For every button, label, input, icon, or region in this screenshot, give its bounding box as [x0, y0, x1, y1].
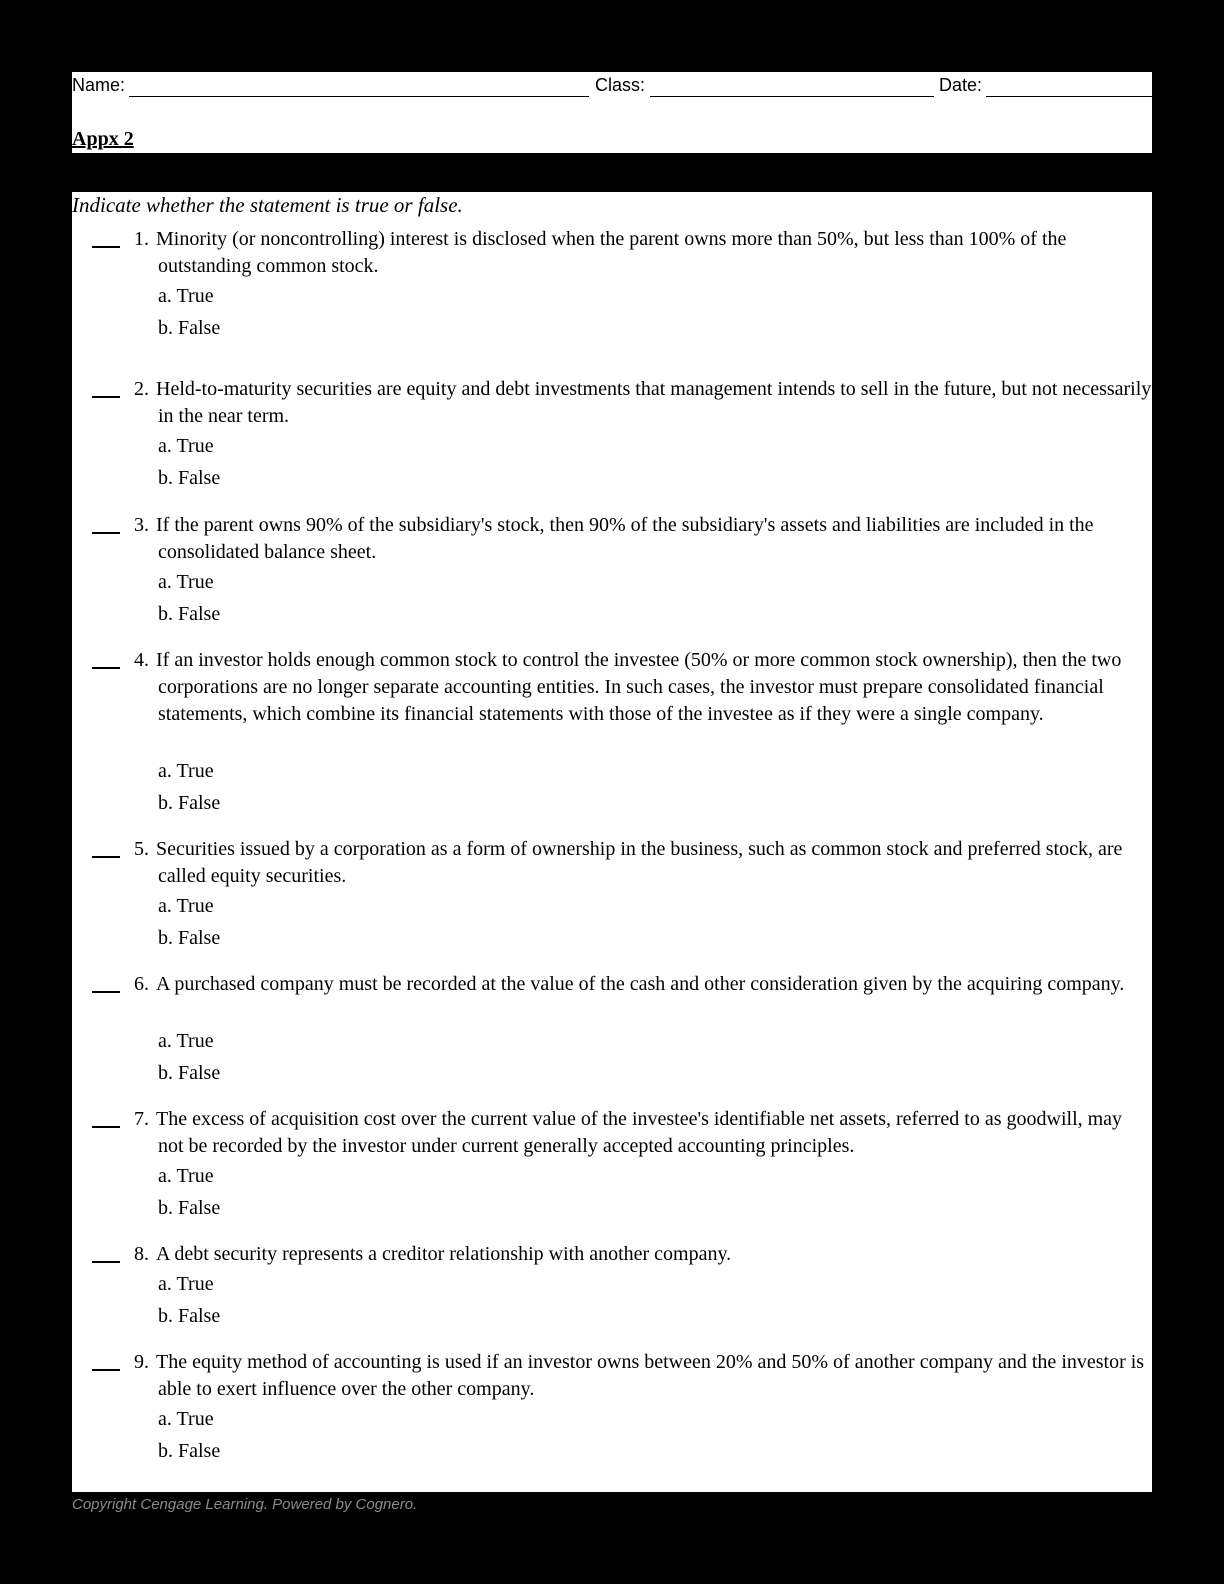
option-false: b. False [158, 1062, 221, 1084]
answer-blank[interactable] [92, 1126, 120, 1128]
question-text: Securities issued by a corporation as a form of ownership in the business, such as common stock and preferred stock, are called equity securities. [156, 838, 1123, 887]
question-number: 7. [134, 1108, 149, 1130]
question-number: 9. [134, 1351, 149, 1373]
date-line [986, 96, 1152, 97]
questions-box [72, 192, 1152, 1492]
option-false: b. False [158, 467, 221, 489]
answer-blank[interactable] [92, 1261, 120, 1263]
option-false: b. False [158, 1197, 221, 1219]
question-text: The equity method of accounting is used if an investor owns between 20% and 50% of another company and the investor is able to exert influence over the other company. [156, 1351, 1145, 1400]
question-number: 4. [134, 649, 149, 671]
question-number: 2. [134, 378, 149, 400]
option-false: b. False [158, 1440, 221, 1462]
question-text: Held-to-maturity securities are equity and debt investments that management intends to sell in the future, but not necessarily in the near term. [156, 378, 1152, 427]
class-label: Class: [595, 75, 646, 95]
answer-blank[interactable] [92, 856, 120, 858]
question-number: 1. [134, 228, 149, 250]
question-text: If the parent owns 90% of the subsidiary's stock, then 90% of the subsidiary's assets and liabilities are included in the consolidated balance sheet. [156, 514, 1094, 563]
option-false: b. False [158, 603, 221, 625]
name-line [129, 96, 589, 97]
option-false: b. False [158, 317, 221, 339]
option-true: a. True [158, 1030, 214, 1052]
section-title: Appx 2 [72, 128, 134, 150]
answer-blank[interactable] [92, 532, 120, 534]
question-text: A purchased company must be recorded at the value of the cash and other consideration given by the acquiring company. [156, 973, 1125, 995]
question-text: A debt security represents a creditor relationship with another company. [156, 1243, 732, 1265]
option-true: a. True [158, 1165, 214, 1187]
header-box [72, 72, 1152, 153]
name-label: Name: [72, 75, 126, 95]
answer-blank[interactable] [92, 246, 120, 248]
answer-blank[interactable] [92, 991, 120, 993]
instructions: Indicate whether the statement is true or false. [72, 193, 463, 217]
answer-blank[interactable] [92, 1369, 120, 1371]
question-number: 8. [134, 1243, 149, 1265]
answer-blank[interactable] [92, 667, 120, 669]
copyright-footer: Copyright Cengage Learning. Powered by Cognero. [72, 1496, 418, 1513]
question-text: The excess of acquisition cost over the current value of the investee's identifiable net assets, referred to as goodwill, may not be recorded by the investor under current generally accepted accounting principles. [156, 1108, 1123, 1157]
option-true: a. True [158, 1273, 214, 1295]
class-line [650, 96, 934, 97]
option-false: b. False [158, 792, 221, 814]
option-true: a. True [158, 571, 214, 593]
option-true: a. True [158, 1408, 214, 1430]
question-number: 3. [134, 514, 149, 536]
question-number: 6. [134, 973, 149, 995]
question-text: Minority (or noncontrolling) interest is disclosed when the parent owns more than 50%, but less than 100% of the outstanding common stock. [156, 228, 1067, 277]
question-number: 5. [134, 838, 149, 860]
option-false: b. False [158, 1305, 221, 1327]
question-text: If an investor holds enough common stock to control the investee (50% or more common stock ownership), then the two corporations are no longer separate accounting entities. In such cases, the investor must prepare consolidated financial statements, which combine its financial statements with those of the investee as if they were a single company. [156, 649, 1122, 725]
option-true: a. True [158, 895, 214, 917]
option-false: b. False [158, 927, 221, 949]
date-label: Date: [939, 75, 983, 95]
option-true: a. True [158, 435, 214, 457]
option-true: a. True [158, 760, 214, 782]
answer-blank[interactable] [92, 396, 120, 398]
option-true: a. True [158, 285, 214, 307]
